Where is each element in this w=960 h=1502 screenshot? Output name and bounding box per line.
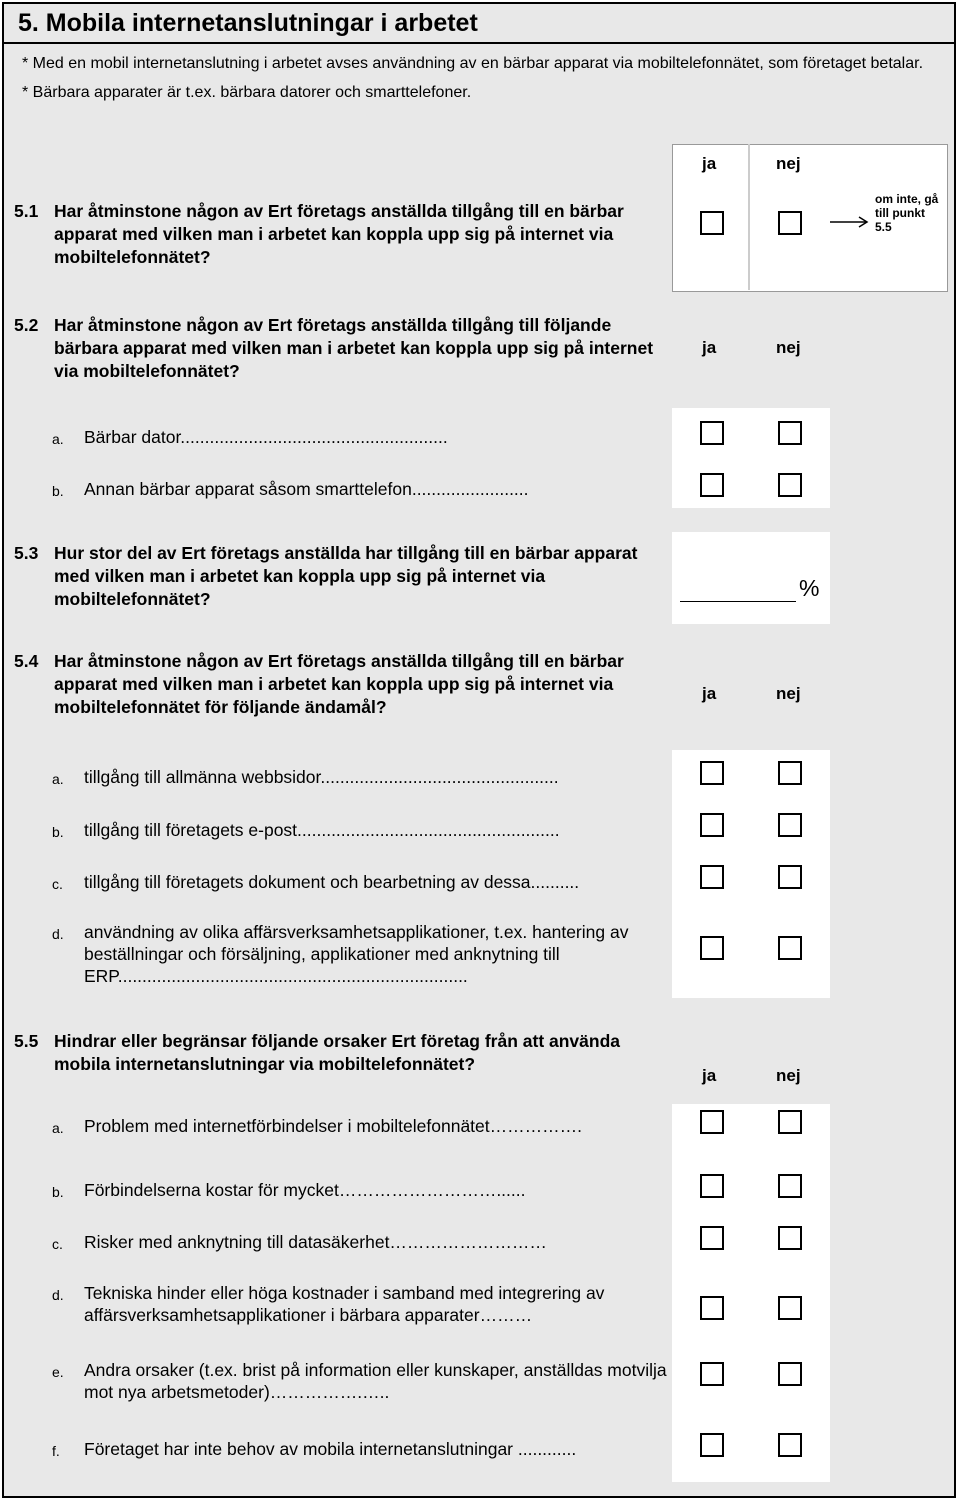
question-5-4 — [14, 650, 664, 719]
checkbox-5-5-b-nej[interactable] — [778, 1174, 802, 1198]
item-text: Företaget har inte behov av mobila internetanslutningar ............ — [84, 1439, 577, 1459]
checkbox-5-4-a-nej[interactable] — [778, 761, 802, 785]
item-text: Problem med internetförbindelser i mobiltelefonnätet……………. — [84, 1116, 582, 1136]
question-text: Har åtminstone någon av Ert företags anställda tillgång till en bärbar apparat med vilken man i arbetet kan koppla upp sig på internet via mobiltelefonnätet? — [54, 201, 624, 267]
percent-unit: % — [799, 575, 820, 601]
question-text: Hindrar eller begränsar följande orsaker Ert företag från att använda mobila internetanslutningar via mobiltelefonnätet? — [54, 1031, 621, 1074]
checkbox-5-5-b-ja[interactable] — [700, 1174, 724, 1198]
note-mobile-connection: * Med en mobil internetanslutning i arbetet avses användning av en bärbar apparat via mobiltelefonnätet, som företaget betalar. — [22, 55, 924, 72]
item-text: Andra orsaker (t.ex. brist på information eller kunskaper, anställdas motvilja mot nya arbetsmetoder)…………….….. — [84, 1360, 667, 1402]
item-text: tillgång till företagets dokument och bearbetning av dessa.......... — [84, 872, 580, 892]
section-header — [4, 4, 954, 44]
question-number: 5.1 — [14, 201, 39, 221]
item-5-5-d — [52, 1282, 672, 1326]
ja-header-5-2: ja — [702, 338, 717, 357]
section-title: 5. Mobila internetanslutningar i arbetet — [18, 9, 478, 37]
checkbox-5-5-f-ja[interactable] — [700, 1433, 724, 1457]
nej-header-5-1: nej — [776, 154, 801, 173]
checkbox-5-5-c-ja[interactable] — [700, 1226, 724, 1250]
item-letter: a. — [52, 1120, 64, 1136]
checkbox-5-2-b-ja[interactable] — [700, 473, 724, 497]
nej-header-5-2: nej — [776, 338, 801, 357]
answer-column-block-5-4 — [672, 750, 830, 998]
question-5-2 — [14, 314, 664, 383]
checkbox-5-5-a-nej[interactable] — [778, 1110, 802, 1134]
item-5-5-b — [52, 1179, 672, 1201]
checkbox-5-5-e-ja[interactable] — [700, 1362, 724, 1386]
checkbox-5-5-e-nej[interactable] — [778, 1362, 802, 1386]
item-letter: d. — [52, 1287, 64, 1303]
checkbox-5-2-b-nej[interactable] — [778, 473, 802, 497]
survey-form — [2, 2, 956, 1498]
nej-header-5-4: nej — [776, 684, 801, 703]
item-text: tillgång till företagets e-post...................................................... — [84, 820, 560, 840]
ja-header-5-1: ja — [702, 154, 717, 173]
checkbox-5-4-c-ja[interactable] — [700, 865, 724, 889]
answer-column-block-5-5 — [672, 1104, 830, 1482]
question-text: Har åtminstone någon av Ert företags anställda tillgång till en bärbar apparat med vilken man i arbetet kan koppla upp sig på internet via mobiltelefonnätet för följande ändamål? — [54, 651, 624, 717]
checkbox-5-4-b-nej[interactable] — [778, 813, 802, 837]
item-letter: c. — [52, 1236, 63, 1252]
checkbox-5-5-d-ja[interactable] — [700, 1296, 724, 1320]
note-portable-devices: * Bärbara apparater är t.ex. bärbara datorer och smarttelefoner. — [22, 84, 472, 101]
item-text: Annan bärbar apparat såsom smarttelefon........................ — [84, 479, 529, 499]
question-5-5 — [14, 1030, 664, 1076]
arrow-right-icon — [830, 216, 870, 228]
ja-header-5-5: ja — [702, 1066, 717, 1085]
definitions — [22, 54, 942, 112]
item-letter: b. — [52, 1184, 64, 1200]
percent-input[interactable] — [680, 601, 796, 602]
checkbox-5-5-c-nej[interactable] — [778, 1226, 802, 1250]
checkbox-5-2-a-ja[interactable] — [700, 421, 724, 445]
checkbox-5-4-d-nej[interactable] — [778, 936, 802, 960]
ja-header-5-4: ja — [702, 684, 717, 703]
checkbox-5-1-ja[interactable] — [700, 211, 724, 235]
item-5-5-f — [52, 1438, 672, 1460]
item-letter: e. — [52, 1364, 64, 1380]
item-5-4-d — [52, 921, 652, 987]
question-text: Har åtminstone någon av Ert företags anställda tillgång till följande bärbara apparat med vilken man i arbetet kan koppla upp sig på internet via mobiltelefonnätet? — [54, 315, 654, 381]
question-5-1 — [14, 200, 664, 269]
item-5-4-c — [52, 871, 672, 893]
answer-column-block-5-2 — [672, 408, 830, 508]
item-letter: a. — [52, 431, 64, 447]
checkbox-5-5-a-ja[interactable] — [700, 1110, 724, 1134]
checkbox-5-1-nej[interactable] — [778, 211, 802, 235]
question-text: Hur stor del av Ert företags anställda har tillgång till en bärbar apparat med vilken man i arbetet kan koppla upp sig på internet via mobiltelefonnätet? — [54, 543, 638, 609]
question-number: 5.5 — [14, 1031, 39, 1051]
answer-column-ja-5-1 — [748, 144, 750, 290]
item-text: användning av olika affärsverksamhetsapplikationer, t.ex. hantering av beställningar och försäljning, applikationer med anknytning till ERP........................................................................ — [84, 922, 629, 986]
item-letter: b. — [52, 824, 64, 840]
question-number: 5.2 — [14, 315, 39, 335]
question-5-3 — [14, 542, 664, 611]
item-text: Tekniska hinder eller höga kostnader i samband med integrering av affärsverksamhetsapplikationer i bärbara apparater……… — [84, 1283, 605, 1325]
question-number: 5.4 — [14, 651, 39, 671]
nej-header-5-5: nej — [776, 1066, 801, 1085]
checkbox-5-4-d-ja[interactable] — [700, 936, 724, 960]
item-letter: f. — [52, 1443, 60, 1459]
item-text: Bärbar dator....................................................... — [84, 427, 448, 447]
checkbox-5-2-a-nej[interactable] — [778, 421, 802, 445]
item-letter: c. — [52, 876, 63, 892]
item-letter: b. — [52, 483, 64, 499]
checkbox-5-4-a-ja[interactable] — [700, 761, 724, 785]
checkbox-5-4-c-nej[interactable] — [778, 865, 802, 889]
checkbox-5-5-f-nej[interactable] — [778, 1433, 802, 1457]
item-text: tillgång till allmänna webbsidor................................................. — [84, 767, 559, 787]
checkbox-5-4-b-ja[interactable] — [700, 813, 724, 837]
item-5-4-a — [52, 766, 672, 788]
item-letter: a. — [52, 771, 64, 787]
item-5-4-b — [52, 819, 672, 841]
item-5-2-a — [52, 426, 672, 448]
item-5-2-b — [52, 478, 672, 500]
item-text: Förbindelserna kostar för mycket………………………...... — [84, 1180, 526, 1200]
item-letter: d. — [52, 926, 64, 942]
item-5-5-a — [52, 1115, 672, 1137]
skip-instruction: om inte, gå till punkt 5.5 — [875, 192, 939, 234]
item-5-5-c — [52, 1231, 672, 1253]
item-text: Risker med anknytning till datasäkerhet……………………… — [84, 1232, 547, 1252]
item-5-5-e — [52, 1359, 672, 1403]
question-number: 5.3 — [14, 543, 39, 563]
checkbox-5-5-d-nej[interactable] — [778, 1296, 802, 1320]
